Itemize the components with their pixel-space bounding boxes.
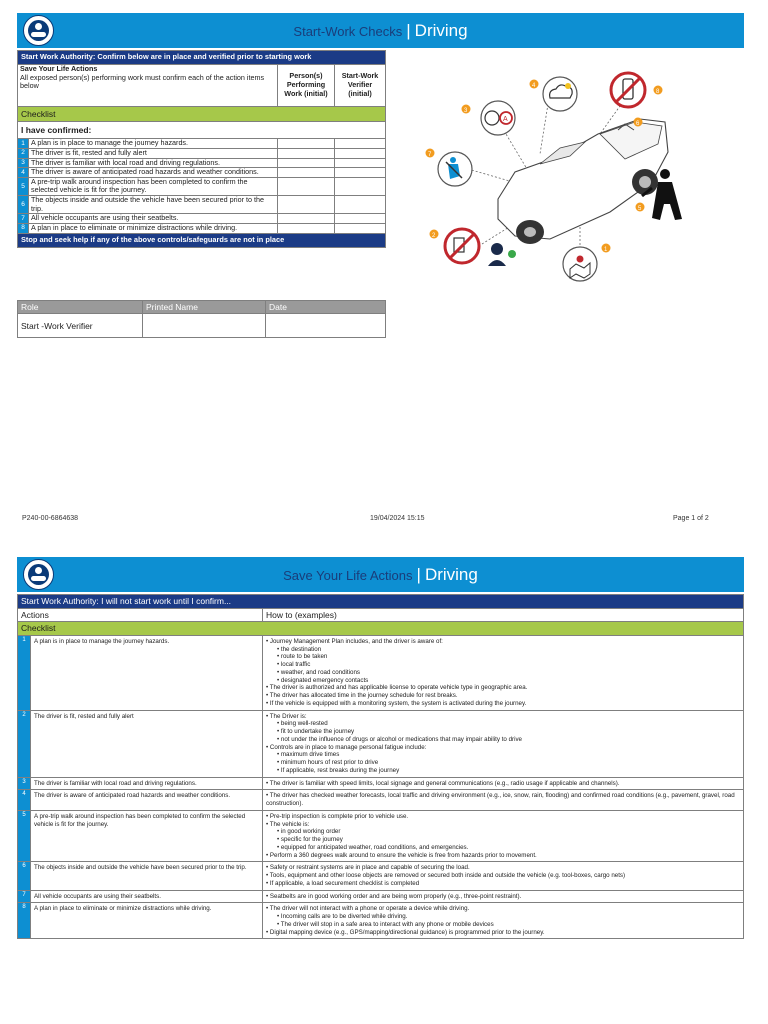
banner-title: Save Your Life Actions [283, 568, 413, 583]
item-number: 7 [18, 214, 29, 224]
how-to-cell [263, 903, 744, 939]
banner-subtitle: Driving [414, 21, 468, 40]
svg-text:3: 3 [464, 108, 468, 114]
action-number: 1 [18, 635, 31, 710]
col-how-to: How to (examples) [263, 608, 744, 622]
how-to-cell [263, 862, 744, 890]
how-to-line: • The driver will stop in a safe area to interact with any phone or mobile devices [277, 920, 494, 928]
persons-initial-field[interactable] [278, 158, 335, 168]
action-row [18, 903, 744, 939]
footer-datetime: 19/04/2024 15:15 [370, 515, 425, 522]
map-route-icon [563, 244, 611, 282]
signature-table [17, 300, 386, 338]
slta-text: All exposed person(s) performing work must confirm each of the action items below [20, 72, 265, 91]
how-to-line: • If applicable, rest breaks during the journey [277, 766, 400, 774]
checklist-row [18, 168, 386, 178]
pickup-truck-icon [498, 119, 668, 244]
item-number: 8 [18, 224, 29, 234]
how-to-cell [263, 635, 744, 710]
start-work-authority: Start Work Authority: Confirm below are in place and verified prior to starting work [18, 51, 386, 65]
svg-text:6: 6 [636, 121, 640, 127]
how-to-line: • equipped for anticipated weather, road conditions, and emergencies. [277, 843, 469, 851]
action-row [18, 790, 744, 811]
item-text: The driver is familiar with local road and driving regulations. [29, 158, 278, 168]
checklist-label-2: Checklist [18, 622, 744, 636]
checklist-row [18, 196, 386, 214]
start-work-checklist-table [17, 50, 386, 248]
how-to-line: • The driver has allocated time in the journey schedule for rest breaks. [266, 692, 458, 700]
slta-cell [18, 64, 278, 106]
how-to-line: • Controls are in place to manage personal fatigue include: [266, 743, 427, 751]
persons-initial-field[interactable] [278, 139, 335, 149]
sig-role-value: Start -Work Verifier [18, 314, 143, 338]
page1-banner [17, 13, 744, 48]
action-text: All vehicle occupants are using their seatbelts. [31, 890, 263, 903]
how-to-cell [263, 710, 744, 777]
how-to-cell [263, 810, 744, 862]
journey-plan-icon [462, 101, 516, 135]
how-to-line: • The vehicle is: [266, 820, 310, 828]
how-to-line: • in good working order [277, 828, 341, 836]
how-to-line: • Pre-trip inspection is complete prior to vehicle use. [266, 812, 409, 820]
item-number: 1 [18, 139, 29, 149]
how-to-line: • Tools, equipment and other loose objects are removed or secured both inside and outside the vehicle (e.g. tool-boxes, cargo nets) [266, 872, 626, 880]
checklist-row [18, 177, 386, 195]
page2-banner [17, 557, 744, 592]
item-number: 4 [18, 168, 29, 178]
sig-name-field[interactable] [143, 314, 266, 338]
svg-text:8: 8 [656, 89, 660, 95]
action-number: 4 [18, 790, 31, 811]
persons-initial-field[interactable] [278, 148, 335, 158]
persons-initial-field[interactable] [278, 214, 335, 224]
verifier-initial-field[interactable] [335, 224, 386, 234]
action-text: A plan is in place to manage the journey hazards. [31, 635, 263, 710]
how-to-line: • minimum hours of rest prior to drive [277, 759, 379, 767]
no-drugs-icon [430, 229, 517, 266]
checklist-label: Checklist [18, 106, 386, 121]
how-to-line: • Incoming calls are to be diverted while driving. [277, 913, 408, 921]
action-number: 2 [18, 710, 31, 777]
item-text: A plan in place to eliminate or minimize distractions while driving. [29, 224, 278, 234]
how-to-line: • specific for the journey [277, 836, 343, 844]
item-text: A pre-trip walk around inspection has been completed to confirm the selected vehicle is fit for the journey. [29, 177, 278, 195]
verifier-initial-field[interactable] [335, 196, 386, 214]
no-phone-icon [611, 73, 663, 107]
item-text: All vehicle occupants are using their seatbelts. [29, 214, 278, 224]
banner-separator: | [406, 21, 411, 40]
persons-initial-field[interactable] [278, 177, 335, 195]
banner-title: Start-Work Checks [293, 24, 403, 39]
sig-header-role: Role [18, 301, 143, 314]
item-number: 6 [18, 196, 29, 214]
action-number: 8 [18, 903, 31, 939]
action-row [18, 710, 744, 777]
action-row [18, 777, 744, 790]
verifier-initial-field[interactable] [335, 177, 386, 195]
slta-actions-table [17, 594, 744, 939]
how-to-line: • route to be taken [277, 653, 328, 661]
item-text: The driver is fit, rested and fully alert [29, 148, 278, 158]
banner-subtitle: Driving [424, 565, 478, 584]
persons-initial-field[interactable] [278, 196, 335, 214]
how-to-cell [263, 790, 744, 811]
action-number: 5 [18, 810, 31, 862]
svg-text:1: 1 [604, 247, 608, 253]
stop-seek-help: Stop and seek help if any of the above controls/safeguards are not in place [18, 233, 386, 247]
item-number: 5 [18, 177, 29, 195]
svg-text:5: 5 [638, 206, 642, 212]
how-to-cell [263, 890, 744, 903]
action-number: 7 [18, 890, 31, 903]
driving-hazards-infographic [420, 64, 690, 284]
how-to-line: • Seatbelts are in good working order and are being worn properly (e.g., three-point restraint). [266, 892, 522, 900]
col-actions: Actions [18, 608, 263, 622]
verifier-initial-field[interactable] [335, 168, 386, 178]
how-to-line: • The driver has checked weather forecasts, local traffic and driving environment (e.g., ice, snow, rain, flooding) and confirmed road conditions (e.g., pavement, gravel, road construction). [266, 792, 735, 808]
how-to-line: • Perform a 360 degrees walk around to ensure the vehicle is free from hazards prior to movement. [266, 851, 537, 859]
item-text: The driver is aware of anticipated road hazards and weather conditions. [29, 168, 278, 178]
action-row [18, 635, 744, 710]
action-text: A plan in place to eliminate or minimize distractions while driving. [31, 903, 263, 939]
col-persons: Person(s) Performing Work (initial) [278, 64, 335, 106]
confirmed-label: I have confirmed: [18, 122, 386, 139]
verifier-initial-field[interactable] [335, 214, 386, 224]
svg-text:7: 7 [428, 152, 432, 158]
how-to-line: • designated emergency contacts [277, 676, 369, 684]
action-text: The driver is aware of anticipated road hazards and weather conditions. [31, 790, 263, 811]
slta-heading: Save Your Life Actions [20, 63, 98, 73]
weather-icon [530, 77, 578, 111]
footer-doc-id: P240-00-6864638 [22, 515, 79, 522]
action-text: The objects inside and outside the vehicle have been secured prior to the trip. [31, 862, 263, 890]
item-number: 2 [18, 148, 29, 158]
footer-page: Page 1 of 2 [673, 515, 709, 522]
how-to-line: • fit to undertake the journey [277, 728, 355, 736]
how-to-line: • the destination [277, 645, 322, 653]
how-to-line: • The driver is familiar with speed limits, local signage and general communications (e.g., radio usage if applicable and channels). [266, 779, 620, 787]
checklist-row [18, 139, 386, 149]
how-to-line: • weather, and road conditions [277, 668, 361, 676]
how-to-line: • being well-rested [277, 720, 328, 728]
action-row [18, 890, 744, 903]
action-number: 6 [18, 862, 31, 890]
how-to-line: • Digital mapping device (e.g., GPS/mapping/directional guidance) is programmed prior to the journey. [266, 928, 545, 936]
how-to-line: • maximum drive times [277, 751, 340, 759]
action-row [18, 810, 744, 862]
how-to-cell [263, 777, 744, 790]
sig-header-name: Printed Name [143, 301, 266, 314]
svg-text:A: A [503, 116, 508, 123]
action-text: The driver is familiar with local road and driving regulations. [31, 777, 263, 790]
sig-date-field[interactable] [266, 314, 386, 338]
how-to-line: • If the vehicle is equipped with a monitoring system, the system is activated during the journey. [266, 699, 527, 707]
banner-separator: | [416, 565, 421, 584]
seatbelt-icon [426, 149, 473, 187]
persons-initial-field[interactable] [278, 224, 335, 234]
how-to-line: • If applicable, a load securement checklist is completed [266, 879, 420, 887]
item-text: A plan is in place to manage the journey hazards. [29, 139, 278, 149]
action-text: A pre-trip walk around inspection has been completed to confirm the selected vehicle is fit for the journey. [31, 810, 263, 862]
col-verifier: Start-Work Verifier (initial) [335, 64, 386, 106]
verifier-initial-field[interactable] [335, 158, 386, 168]
item-number: 3 [18, 158, 29, 168]
checklist-row [18, 148, 386, 158]
start-work-authority-2: Start Work Authority: I will not start work until I confirm... [18, 595, 744, 609]
action-number: 3 [18, 777, 31, 790]
item-text: The objects inside and outside the vehicle have been secured prior to the trip. [29, 196, 278, 214]
verifier-initial-field[interactable] [335, 148, 386, 158]
how-to-line: • The driver will not interact with a phone or operate a device while driving. [266, 905, 470, 913]
verifier-initial-field[interactable] [335, 139, 386, 149]
svg-text:2: 2 [432, 233, 436, 239]
how-to-line: • local traffic [277, 661, 311, 669]
how-to-line: • The Driver is: [266, 712, 307, 720]
how-to-line: • Journey Management Plan includes, and the driver is aware of: [266, 637, 443, 645]
checklist-row [18, 224, 386, 234]
sig-header-date: Date [266, 301, 386, 314]
action-text: The driver is fit, rested and fully alert [31, 710, 263, 777]
how-to-line: • Safety or restraint systems are in place and capable of securing the load. [266, 864, 470, 872]
persons-initial-field[interactable] [278, 168, 335, 178]
how-to-line: • The driver is authorized and has applicable license to operate vehicle type in geographic area. [266, 684, 528, 692]
action-row [18, 862, 744, 890]
svg-text:4: 4 [532, 83, 536, 89]
how-to-line: • not under the influence of drugs or alcohol or medications that may impair ability to drive [277, 735, 522, 743]
